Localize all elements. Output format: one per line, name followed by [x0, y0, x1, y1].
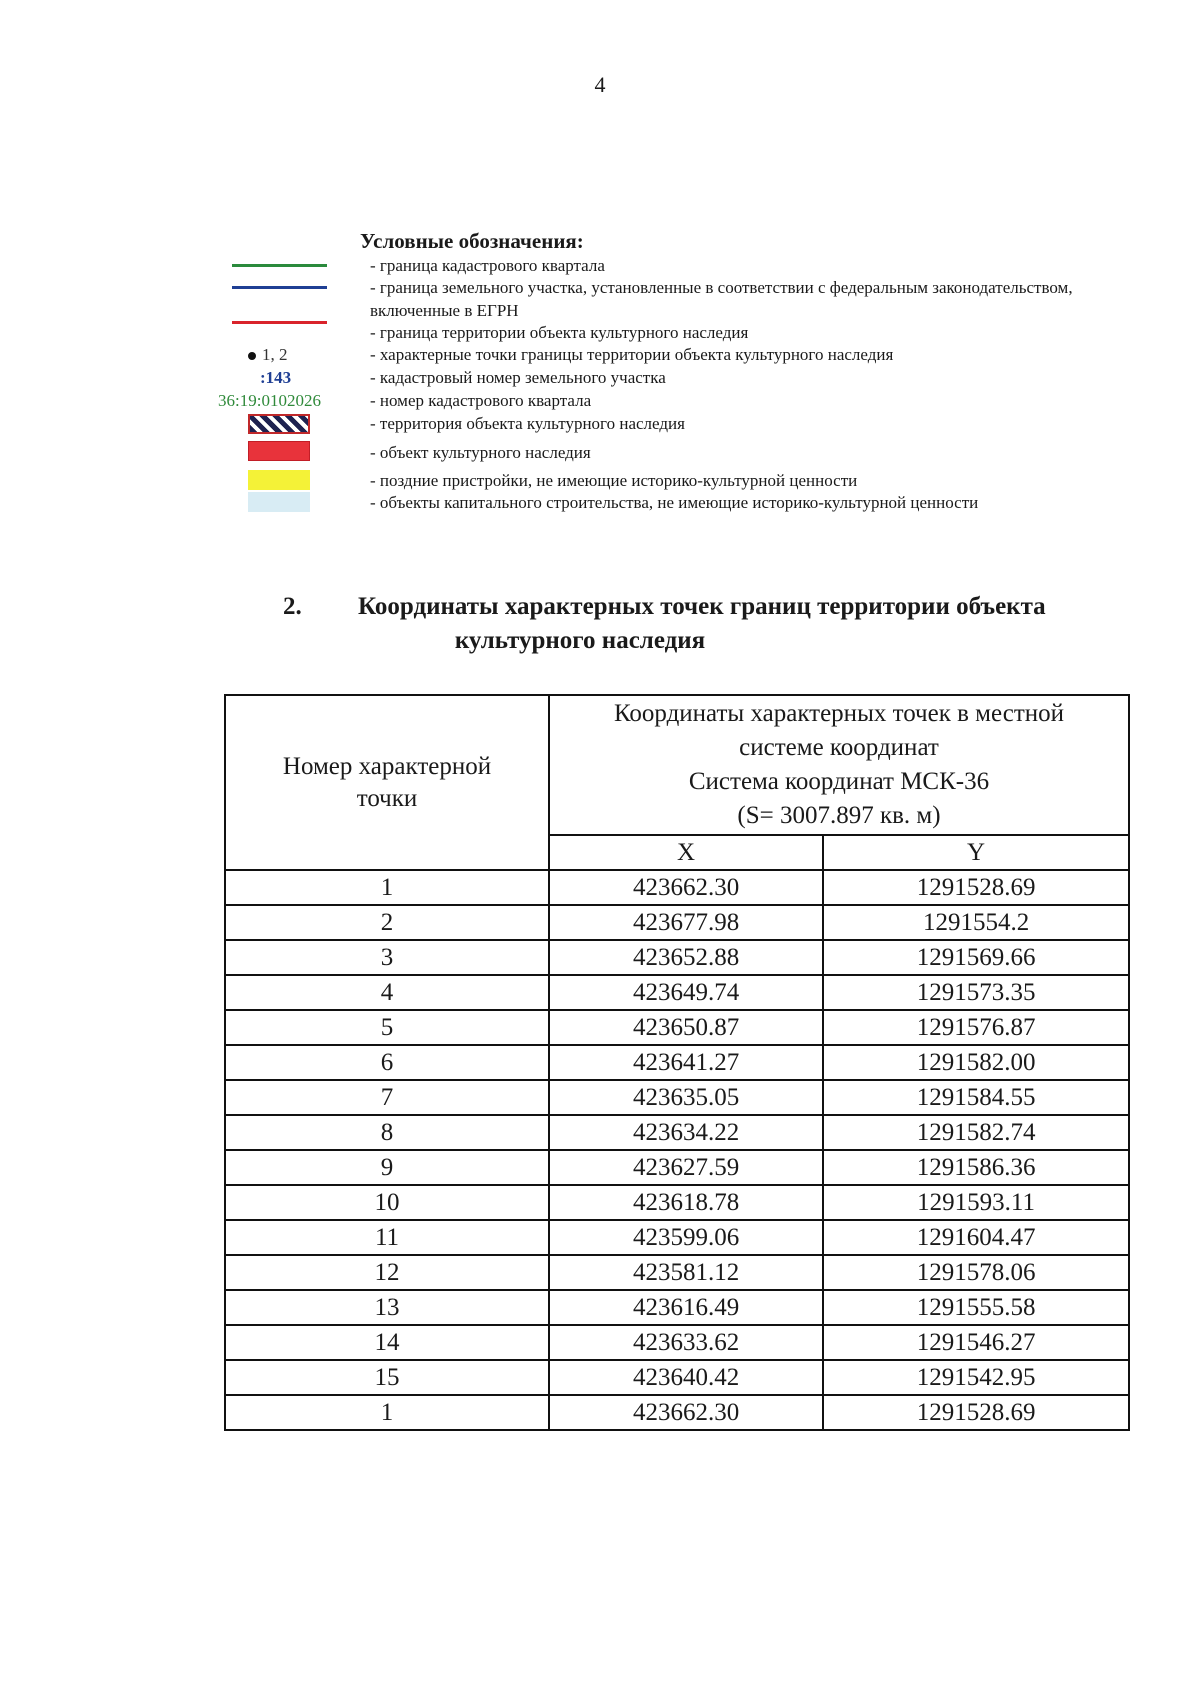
x-cell: 423633.62 [549, 1325, 823, 1360]
point-number-cell: 1 [225, 1395, 549, 1430]
legend-text: - граница земельного участка, установленные в соответствии с федеральным законодательством, включенные в ЕГРН [370, 278, 1073, 320]
y-cell: 1291528.69 [823, 870, 1129, 905]
coordinates-header: Координаты характерных точек в местной системе координат Система координат МСК-36 (S= 3007.897 кв. м) [549, 695, 1129, 835]
y-cell: 1291582.00 [823, 1045, 1129, 1080]
legend-row-heritage-boundary [200, 321, 1150, 343]
x-cell: 423635.05 [549, 1080, 823, 1115]
legend-title: Условные обозначения: [360, 229, 584, 253]
table-row [225, 1045, 1129, 1080]
legend-text: - характерные точки границы территории объекта культурного наследия [370, 345, 894, 364]
point-label-symbol: 1, 2 [248, 343, 288, 366]
table-row [225, 1395, 1129, 1430]
hatched-box-symbol [248, 414, 310, 434]
table-row [225, 1150, 1129, 1185]
y-cell: 1291576.87 [823, 1010, 1129, 1045]
page-number: 4 [594, 72, 606, 97]
y-cell: 1291569.66 [823, 940, 1129, 975]
point-number-cell: 12 [225, 1255, 549, 1290]
table-row [225, 1360, 1129, 1395]
y-cell: 1291573.35 [823, 975, 1129, 1010]
parcel-number-symbol: :143 [260, 368, 292, 387]
y-cell: 1291586.36 [823, 1150, 1129, 1185]
legend-row-parcel-number [200, 366, 1150, 389]
red-line-symbol [232, 321, 327, 324]
point-number-cell: 13 [225, 1290, 549, 1325]
legend-text: - поздние пристройки, не имеющие историко-культурной ценности [370, 471, 858, 490]
x-cell: 423618.78 [549, 1185, 823, 1220]
x-cell: 423634.22 [549, 1115, 823, 1150]
y-cell: 1291542.95 [823, 1360, 1129, 1395]
quarter-number-symbol: 36:19:0102026 [218, 391, 321, 410]
point-number-cell: 11 [225, 1220, 549, 1255]
green-line-symbol [232, 264, 327, 267]
point-number-cell: 6 [225, 1045, 549, 1080]
y-cell: 1291604.47 [823, 1220, 1129, 1255]
legend-row-parcel-boundary [200, 276, 1150, 321]
y-header: Y [823, 835, 1129, 870]
x-cell: 423662.30 [549, 870, 823, 905]
table-row [225, 1080, 1129, 1115]
legend [200, 254, 1150, 513]
x-cell: 423652.88 [549, 940, 823, 975]
point-number-cell: 5 [225, 1010, 549, 1045]
point-number-cell: 15 [225, 1360, 549, 1395]
table-row [225, 1290, 1129, 1325]
x-cell: 423599.06 [549, 1220, 823, 1255]
legend-row-quarter-boundary [200, 254, 1150, 276]
x-cell: 423649.74 [549, 975, 823, 1010]
blue-line-symbol [232, 286, 327, 289]
y-cell: 1291593.11 [823, 1185, 1129, 1220]
cyan-box-symbol [248, 492, 310, 512]
x-cell: 423627.59 [549, 1150, 823, 1185]
legend-row-late-additions [200, 469, 1150, 491]
x-header: X [549, 835, 823, 870]
point-number-cell: 2 [225, 905, 549, 940]
y-cell: 1291528.69 [823, 1395, 1129, 1430]
yellow-box-symbol [248, 470, 310, 490]
point-number-cell: 7 [225, 1080, 549, 1115]
coordinates-table [224, 694, 1130, 1431]
legend-text: - граница территории объекта культурного наследия [370, 323, 749, 342]
y-cell: 1291582.74 [823, 1115, 1129, 1150]
x-cell: 423581.12 [549, 1255, 823, 1290]
point-number-cell: 8 [225, 1115, 549, 1150]
table-row [225, 975, 1129, 1010]
point-dot-icon [248, 352, 256, 360]
table-row [225, 940, 1129, 975]
legend-row-heritage-object [200, 441, 1150, 469]
point-number-header: Номер характерной точки [225, 695, 549, 870]
y-cell: 1291578.06 [823, 1255, 1129, 1290]
table-row [225, 1010, 1129, 1045]
point-number-cell: 3 [225, 940, 549, 975]
y-cell: 1291584.55 [823, 1080, 1129, 1115]
table-row [225, 905, 1129, 940]
x-cell: 423640.42 [549, 1360, 823, 1395]
table-row [225, 1325, 1129, 1360]
point-number-cell: 9 [225, 1150, 549, 1185]
x-cell: 423650.87 [549, 1010, 823, 1045]
x-cell: 423641.27 [549, 1045, 823, 1080]
section-title-line1: Координаты характерных точек границ территории объекта [358, 593, 1046, 620]
point-number-cell: 4 [225, 975, 549, 1010]
x-cell: 423616.49 [549, 1290, 823, 1325]
legend-text: - граница кадастрового квартала [370, 256, 605, 275]
point-number-cell: 1 [225, 870, 549, 905]
legend-row-points [200, 343, 1150, 366]
table-row [225, 1255, 1129, 1290]
y-cell: 1291555.58 [823, 1290, 1129, 1325]
red-box-symbol [248, 441, 310, 461]
point-number-cell: 10 [225, 1185, 549, 1220]
section-title-line2: культурного наследия [454, 627, 706, 654]
legend-text: - номер кадастрового квартала [370, 391, 592, 410]
table-row [225, 870, 1129, 905]
y-cell: 1291546.27 [823, 1325, 1129, 1360]
legend-text: - территория объекта культурного наследия [370, 414, 685, 433]
section-number: 2. [283, 593, 302, 620]
table-row [225, 1115, 1129, 1150]
x-cell: 423677.98 [549, 905, 823, 940]
x-cell: 423662.30 [549, 1395, 823, 1430]
legend-row-quarter-number [200, 389, 1150, 412]
legend-text: - кадастровый номер земельного участка [370, 368, 666, 387]
legend-text: - объект культурного наследия [370, 443, 591, 462]
table-row [225, 1185, 1129, 1220]
y-cell: 1291554.2 [823, 905, 1129, 940]
table-row [225, 1220, 1129, 1255]
legend-row-heritage-territory [200, 412, 1150, 441]
point-number-cell: 14 [225, 1325, 549, 1360]
legend-row-capital-construction [200, 491, 1150, 513]
legend-text: - объекты капитального строительства, не имеющие историко-культурной ценности [370, 493, 979, 512]
